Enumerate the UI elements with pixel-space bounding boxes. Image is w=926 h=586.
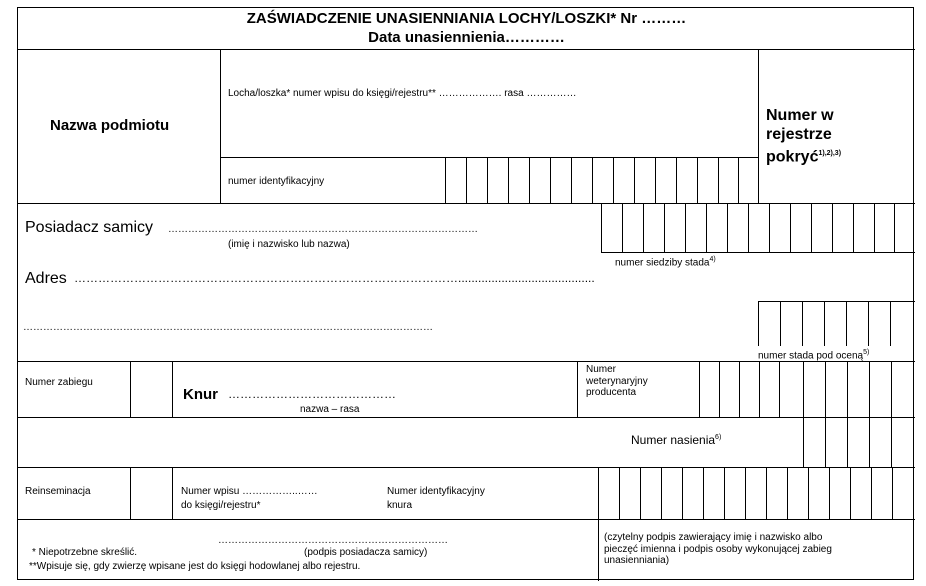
address-dotted-line-2: …………………………………………………………………………………………………………… xyxy=(23,322,433,333)
boar-id-label-2: knura xyxy=(387,500,413,511)
reinsemination-label: Reinseminacja xyxy=(25,486,91,497)
female-owner-label: Posiadacz samicy xyxy=(25,219,154,236)
herd-box xyxy=(664,203,665,252)
row-divider xyxy=(18,203,915,204)
id-box xyxy=(738,157,739,203)
boar-id-box xyxy=(619,467,620,519)
cell-divider xyxy=(577,361,578,417)
eval-herd-box xyxy=(780,301,781,346)
operator-signature-label: (czytelny podpis zawierający imię i nazwisko albo pieczęć imienna i podpis osoby wykonującej zabieg unasienniania) xyxy=(604,532,832,566)
form-title: ZAŚWIADCZENIE UNASIENNIANIA LOCHY/LOSZKI* Nr ……… xyxy=(246,10,687,27)
id-box xyxy=(487,157,488,203)
vet-box xyxy=(779,361,780,417)
herd-box xyxy=(685,203,686,252)
id-box xyxy=(529,157,530,203)
cell-divider xyxy=(598,467,599,581)
vet-box xyxy=(719,361,720,417)
row-divider xyxy=(18,417,915,418)
vet-box xyxy=(847,361,848,417)
eval-herd-box xyxy=(890,301,891,346)
herd-box xyxy=(706,203,707,252)
boar-id-box xyxy=(787,467,788,519)
eval-herd-box xyxy=(846,301,847,346)
vet-box xyxy=(825,361,826,417)
cell-divider xyxy=(172,361,173,417)
entry-number-label-2: do księgi/rejestru* xyxy=(181,500,261,511)
boar-id-box xyxy=(892,467,893,519)
id-box xyxy=(634,157,635,203)
boar-id-box xyxy=(808,467,809,519)
vet-box xyxy=(759,361,760,417)
cell-divider xyxy=(220,49,221,203)
boar-id-box xyxy=(850,467,851,519)
herd-under-evaluation-label: numer stada pod oceną$^{5)}$ xyxy=(758,349,870,362)
row-divider xyxy=(758,301,915,302)
herd-box xyxy=(601,203,602,252)
boar-id-label: Numer identyfikacyjny xyxy=(387,486,485,497)
vet-box xyxy=(699,361,700,417)
sow-entry-line: Locha/loszka* numer wpisu do księgi/rejestru** ………………. rasa …………… xyxy=(228,88,577,99)
herd-box xyxy=(894,203,895,252)
footnote-strikeout: * Niepotrzebne skreślić. xyxy=(32,547,138,558)
address-dotted-line: ……………………………………………………………………………………......................................... xyxy=(74,271,595,285)
id-box xyxy=(466,157,467,203)
herd-box xyxy=(748,203,749,252)
entry-number-label: Numer wpisu ……………..…… xyxy=(181,486,318,497)
semen-box xyxy=(825,417,826,467)
vet-box xyxy=(869,361,870,417)
herd-box xyxy=(622,203,623,252)
boar-label: Knur xyxy=(183,386,218,403)
herd-box xyxy=(727,203,728,252)
eval-herd-box xyxy=(868,301,869,346)
boar-dotted-line: …………………………………… xyxy=(228,387,396,401)
eval-herd-box xyxy=(758,301,759,346)
identification-number-label: numer identyfikacyjny xyxy=(228,176,325,187)
eval-herd-box xyxy=(802,301,803,346)
herd-box xyxy=(811,203,812,252)
herd-seat-number-label: numer siedziby stada$^{4)}$ xyxy=(615,256,716,269)
procedure-number-label: Numer zabiegu xyxy=(25,377,93,388)
cell-divider xyxy=(172,467,173,519)
herd-box xyxy=(853,203,854,252)
owner-signature-label: (podpis posiadacza samicy) xyxy=(304,547,428,558)
eval-herd-box xyxy=(824,301,825,346)
herd-box xyxy=(874,203,875,252)
herd-box xyxy=(769,203,770,252)
semen-number-label: Numer nasienia$^{6)}$ xyxy=(631,433,722,447)
id-box xyxy=(571,157,572,203)
address-label: Adres xyxy=(25,270,67,287)
boar-id-box xyxy=(745,467,746,519)
row-divider xyxy=(220,157,758,158)
boar-id-box xyxy=(682,467,683,519)
insemination-certificate-form xyxy=(17,7,914,580)
row-divider xyxy=(18,519,915,520)
id-box xyxy=(718,157,719,203)
semen-box xyxy=(803,417,804,467)
vet-box xyxy=(891,361,892,417)
boar-id-box xyxy=(871,467,872,519)
herd-box xyxy=(832,203,833,252)
id-box xyxy=(697,157,698,203)
semen-box xyxy=(847,417,848,467)
cell-divider xyxy=(130,467,131,519)
boar-id-box xyxy=(703,467,704,519)
id-box xyxy=(655,157,656,203)
boar-name-breed-hint: nazwa – rasa xyxy=(300,404,360,415)
vet-box xyxy=(803,361,804,417)
owner-name-dotted-line: ………………………………………………………………………………… xyxy=(168,224,478,235)
cell-divider xyxy=(130,361,131,417)
id-box xyxy=(613,157,614,203)
boar-id-box xyxy=(766,467,767,519)
semen-box xyxy=(891,417,892,467)
row-divider xyxy=(601,252,915,253)
row-divider xyxy=(18,49,915,50)
row-divider xyxy=(18,467,915,468)
semen-box xyxy=(869,417,870,467)
herd-box xyxy=(790,203,791,252)
owner-name-hint: (imię i nazwisko lub nazwa) xyxy=(228,239,350,250)
id-box xyxy=(445,157,446,203)
insemination-date: Data unasiennienia………… xyxy=(368,29,565,46)
vet-box xyxy=(739,361,740,417)
veterinary-producer-number-label: Numer weterynaryjny producenta xyxy=(586,364,648,398)
herd-box xyxy=(643,203,644,252)
id-box xyxy=(550,157,551,203)
entity-name-label: Nazwa podmiotu xyxy=(50,117,170,134)
id-box xyxy=(592,157,593,203)
boar-id-box xyxy=(640,467,641,519)
mating-registry-number-label: Numer w rejestrze pokryć$^{1),2),3)}$ xyxy=(766,107,842,166)
boar-id-box xyxy=(829,467,830,519)
signature-dotted-line: …………………………………………………………… xyxy=(218,535,448,546)
id-box xyxy=(676,157,677,203)
footnote-registry: **Wpisuje się, gdy zwierzę wpisane jest do księgi hodowlanej albo rejestru. xyxy=(29,561,361,572)
id-box xyxy=(508,157,509,203)
boar-id-box xyxy=(724,467,725,519)
cell-divider xyxy=(758,49,759,203)
boar-id-box xyxy=(661,467,662,519)
